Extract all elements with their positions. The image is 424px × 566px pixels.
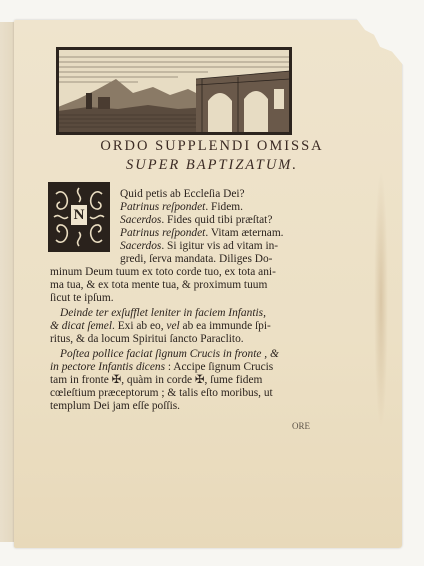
text-line: in pectore Infantis dicens : Accipe ſignum Crucis [50,361,274,373]
text-line: ritus, & da locum Spiritui ſancto Paraclito. [50,333,244,345]
catchword: ORE [292,421,310,431]
torn-corner [344,18,404,66]
text-line: Sacerdos. Fides quid tibi præſtat? [120,214,273,226]
text-line: cœleſtium præceptorum ; & talis eſto moribus, ut [50,387,273,399]
text-line: Patrinus reſpondet. Vitam æternam. [120,227,284,239]
text-line: tam in fronte ✠, quàm in corde ✠, ſume fidem [50,374,263,386]
text-line: gredi, ſerva mandata. Diliges Do- [120,253,273,265]
text-line: Quid petis ab Eccleſia Dei? [120,188,245,200]
text-line: Deinde ter exſufflet leniter in faciem Infantis, [60,307,266,319]
text-line: & dicat ſemel. Exi ab eo, vel ab ea immunde ſpi- [50,320,271,332]
woodcut-headpiece [56,47,292,135]
text-line: Patrinus reſpondet. Fidem. [120,201,243,213]
title-line-1: ORDO SUPPLENDI OMISSA [100,138,324,154]
text-line: Sacerdos. Si igitur vis ad vitam in- [120,240,279,252]
text-line: templum Dei jam eſſe poſſis. [50,400,181,412]
page-stain [374,170,388,430]
decorated-initial [48,182,110,252]
title-line-2: SUPER BAPTIZATUM. [125,157,298,173]
text-line: minum Deum tuum ex toto corde tuo, ex tota ani- [50,266,276,278]
text-line: Poſtea pollice faciat ſignum Crucis in fronte , & [60,348,279,360]
text-line: ſicut te ipſum. [50,292,114,304]
text-line: ma tua, & ex tota mente tua, & proximum tuum [50,279,268,291]
initial-letter-n: N [71,205,87,225]
